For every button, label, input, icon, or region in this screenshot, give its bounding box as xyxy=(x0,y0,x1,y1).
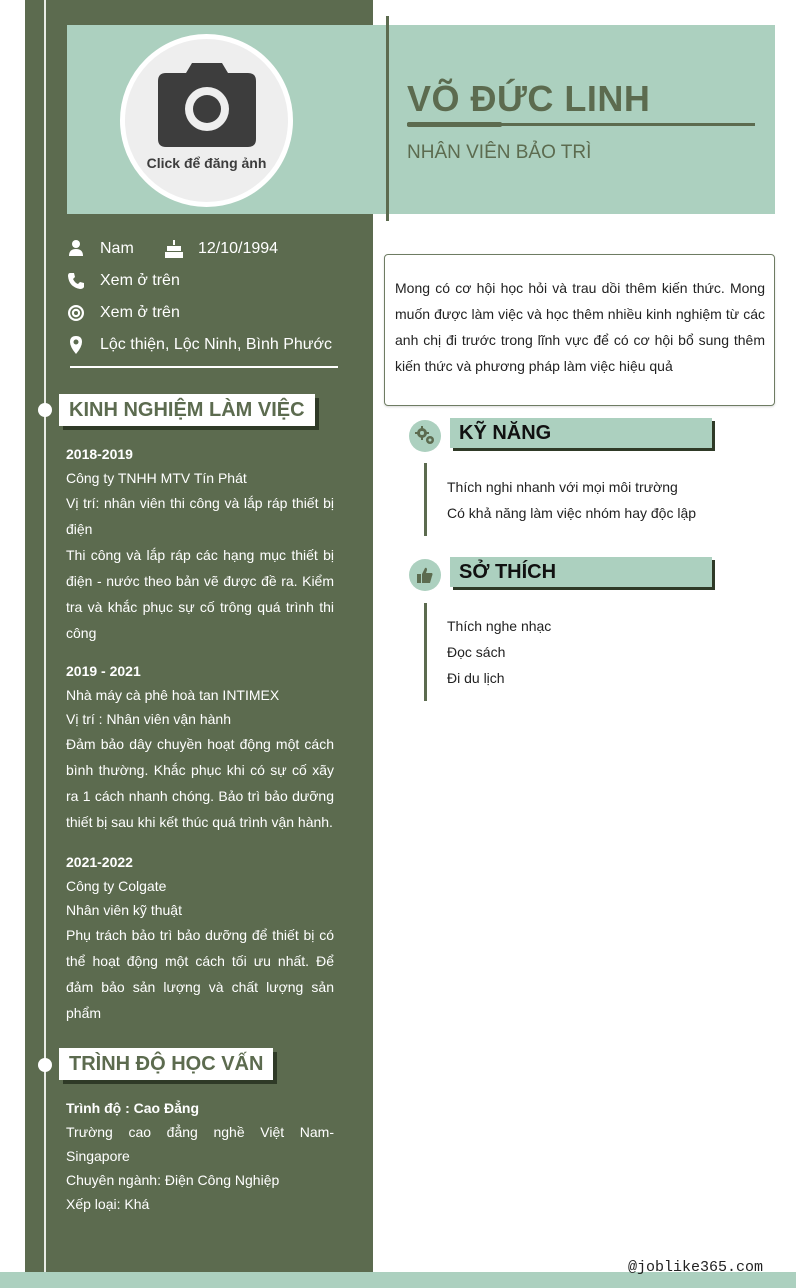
education-major: Chuyên ngành: Điện Công Nghiệp xyxy=(66,1172,280,1188)
skills-icon-badge xyxy=(409,420,441,452)
gears-icon xyxy=(414,425,436,447)
experience-item xyxy=(66,443,334,646)
hobbies-bar xyxy=(424,603,427,701)
list-item: Thích nghi nhanh với mọi môi trường xyxy=(447,479,678,495)
education-heading: TRÌNH ĐỘ HỌC VẤN xyxy=(59,1048,273,1080)
experience-item xyxy=(66,851,334,1026)
experience-description: Phụ trách bảo trì bảo dưỡng để thiết bị có thể hoạt động một cách tối ưu nhất. Để đảm bảo sản lượng và chất lượng sản phẩm xyxy=(66,927,334,1021)
list-item: Đi du lịch xyxy=(447,670,505,686)
address-value: Lộc thiện, Lộc Ninh, Bình Phước xyxy=(100,336,332,353)
experience-description: Đảm bảo dây chuyền hoạt động một cách bình thường. Khắc phục khi có sự cố xãy ra 1 cách nhanh chóng. Bảo trì bảo dưỡng thiết bị sau khi kết thúc quá trình vận hành. xyxy=(66,736,334,830)
experience-description: Thi công và lắp ráp các hạng mục thiết bị điện - nước theo bản vẽ được đề ra. Kiểm tra và khắc phục sự cố trông quá trình thi công xyxy=(66,547,334,641)
experience-position: Vị trí : Nhân viên vận hành xyxy=(66,711,231,727)
hobbies-heading: SỞ THÍCH xyxy=(450,557,712,587)
name-underline-accent xyxy=(407,122,502,127)
timeline-dot xyxy=(38,403,52,417)
thumbs-up-icon xyxy=(416,566,434,584)
avatar-upload[interactable] xyxy=(120,34,293,207)
gender-value: Nam xyxy=(100,240,134,257)
phone-value: Xem ở trên xyxy=(100,272,180,289)
list-item: Thích nghe nhạc xyxy=(447,618,552,634)
header-divider xyxy=(386,16,389,221)
birthday-value: 12/10/1994 xyxy=(198,240,279,257)
info-email xyxy=(66,301,180,325)
experience-position: Nhân viên kỹ thuật xyxy=(66,902,182,918)
experience-company: Công ty TNHH MTV Tín Phát xyxy=(66,470,247,486)
job-title: NHÂN VIÊN BẢO TRÌ xyxy=(407,142,592,163)
experience-item xyxy=(66,660,334,835)
experience-period: 2019 - 2021 xyxy=(66,663,141,679)
career-objective: Mong có cơ hội học hỏi và trau dồi thêm kiến thức. Mong muốn được làm việc và học thêm nhiều kinh nghiệm từ các anh chị đi trước trong lĩnh vực để có cơ hội bổ sung thêm kiến thức và phương pháp làm việc hiệu quả xyxy=(384,254,775,406)
phone-icon xyxy=(66,271,86,291)
timeline-dot xyxy=(38,1058,52,1072)
list-item: Có khả năng làm việc nhóm hay độc lập xyxy=(447,505,697,521)
info-gender xyxy=(66,237,134,261)
skills-bar xyxy=(424,463,427,536)
experience-company: Công ty Colgate xyxy=(66,878,167,894)
info-divider xyxy=(70,366,338,368)
info-birthday xyxy=(164,237,278,261)
experience-heading: KINH NGHIỆM LÀM VIỆC xyxy=(59,394,315,426)
hobbies-icon-badge xyxy=(409,559,441,591)
person-icon xyxy=(66,239,86,259)
cake-icon xyxy=(164,239,184,259)
hobbies-list xyxy=(447,613,551,691)
education-level: Trình độ : Cao Đẳng xyxy=(66,1100,199,1116)
list-item: Đọc sách xyxy=(447,644,506,660)
education-school: Trường cao đẳng nghề Việt Nam-Singapore xyxy=(66,1124,334,1164)
location-pin-icon xyxy=(66,335,86,355)
experience-company: Nhà máy cà phê hoà tan INTIMEX xyxy=(66,687,280,703)
info-phone xyxy=(66,269,180,293)
candidate-name: VÕ ĐỨC LINH xyxy=(407,78,651,119)
skills-heading: KỸ NĂNG xyxy=(450,418,712,448)
at-icon xyxy=(66,303,86,323)
watermark: @joblike365.com xyxy=(628,1259,764,1276)
experience-position: Vị trí: nhân viên thi công và lắp ráp thiết bị điện xyxy=(66,495,334,537)
education-grade: Xếp loại: Khá xyxy=(66,1196,150,1212)
experience-period: 2018-2019 xyxy=(66,446,133,462)
email-value: Xem ở trên xyxy=(100,304,180,321)
avatar-caption: Click để đăng ảnh xyxy=(146,155,267,171)
experience-period: 2021-2022 xyxy=(66,854,133,870)
skills-list xyxy=(447,474,696,526)
education-block xyxy=(66,1097,334,1216)
info-address xyxy=(66,333,332,357)
camera-icon xyxy=(158,61,256,147)
timeline-line xyxy=(44,0,46,1288)
